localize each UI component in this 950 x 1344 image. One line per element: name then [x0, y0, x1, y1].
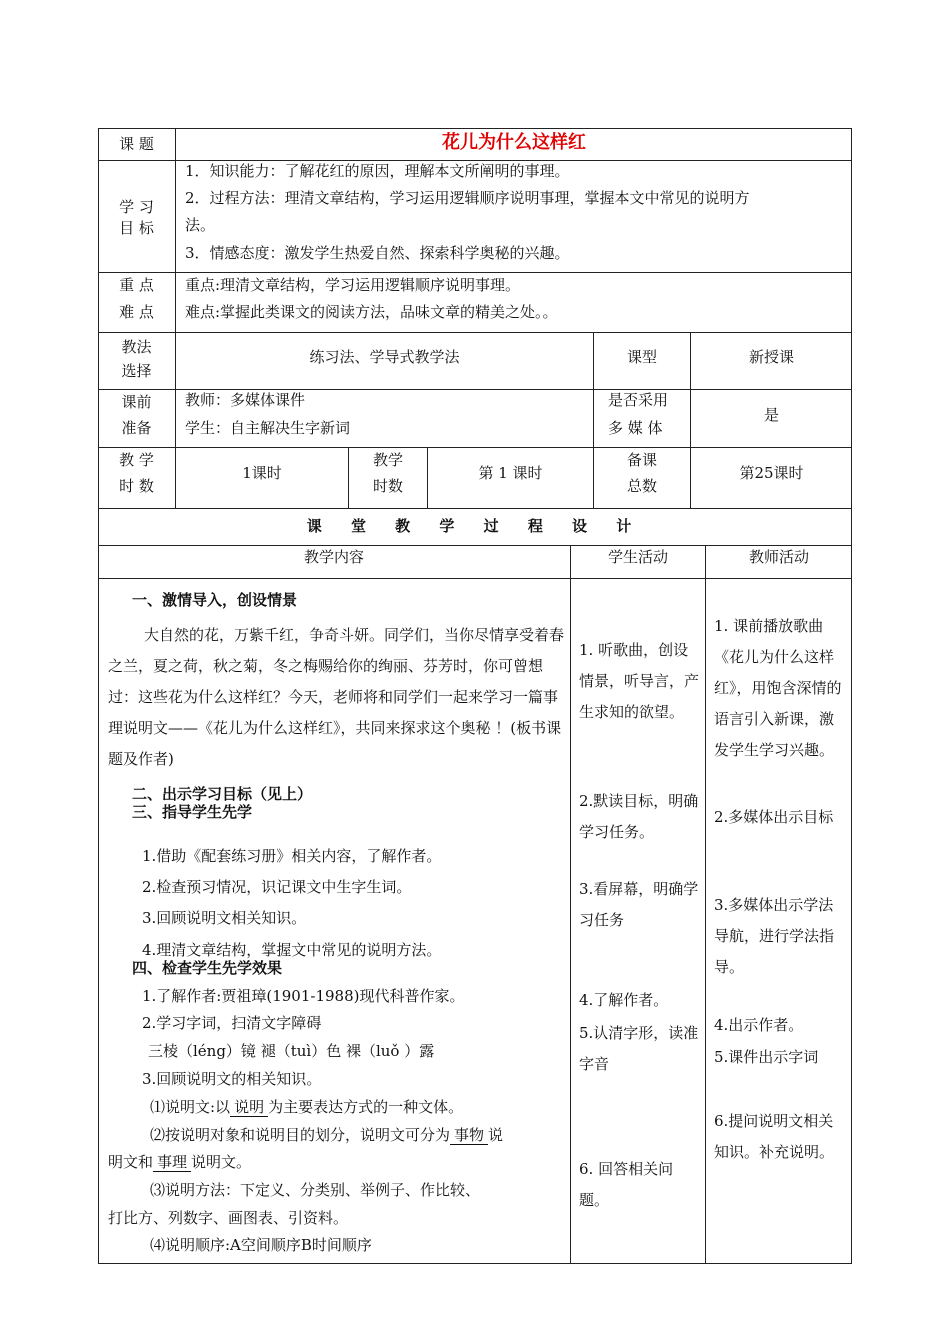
keypoints-label: 难 点	[119, 303, 154, 321]
teacher-activity: 1. 课前播放歌曲《花儿为什么这样红》，用饱含深情的语言引入新课，激发学生学习兴趣。	[714, 617, 842, 759]
difficulty-point: 难点:掌握此类课文的阅读方法，品味文章的精美之处。。	[185, 303, 558, 321]
list-item: 3.回顾说明文相关知识。	[142, 909, 307, 927]
total-label: 总数	[626, 477, 657, 495]
sub-item: ⑵按说明对象和说明目的划分，说明文可分为 事物 说	[150, 1126, 504, 1144]
list-item: 2.学习字词，扫清文字障碍	[142, 1014, 322, 1032]
list-item: 1.了解作者:贾祖璋(1901-1988)现代科普作家。	[142, 987, 465, 1005]
col-content-header: 教学内容	[303, 548, 364, 566]
sub-item: ⑴说明文:以 说明 为主要表达方式的一种文体。	[150, 1098, 464, 1116]
teacher-activity: 5.课件出示字词	[714, 1048, 819, 1066]
student-activity: 1. 听歌曲，创设情景，听导言，产生求知的欲望。	[579, 641, 700, 721]
lesson-hours-value: 第 1 课时	[478, 464, 543, 482]
sub-item-cont: 打比方、列数字、画图表、引资料。	[108, 1209, 349, 1227]
sub-item: ⑷说明顺序:A空间顺序B时间顺序	[150, 1236, 372, 1254]
student-activity: 4.了解作者。	[579, 991, 669, 1009]
row-divider	[98, 447, 852, 448]
student-prep: 学生：自主解决生字新词	[185, 419, 351, 437]
lesson-type-label: 课型	[626, 348, 657, 366]
objective-attitude: 3．情感态度：激发学生热爱自然、探索科学奥秘的兴趣。	[185, 244, 570, 262]
sub-item-cont: 明文和 事理 说明文。	[108, 1153, 252, 1171]
sub-item: ⑶说明方法：下定义、分类别、举例子、作比较、	[150, 1181, 481, 1199]
lesson-hours-label: 时数	[372, 477, 403, 495]
hours-value: 1课时	[242, 464, 282, 482]
section-heading: 三、指导学生先学	[132, 803, 253, 821]
hours-label: 教 学	[119, 451, 154, 469]
total-value: 第25课时	[739, 464, 804, 482]
teaching-method: 练习法、学导式教学法	[309, 348, 460, 366]
fill-blank: 事理	[153, 1153, 191, 1172]
lesson-type: 新授课	[748, 348, 794, 366]
teacher-activity: 6.提问说明文相关知识。补充说明。	[714, 1112, 835, 1161]
multimedia-label: 是否采用	[608, 391, 669, 409]
column-divider	[705, 545, 706, 1264]
row-divider	[98, 272, 852, 273]
student-activity: 3.看屏幕，明确学习任务	[579, 880, 699, 929]
intro-paragraph: 大自然的花，万紫千红，争奇斗妍。同学们，当你尽情享受着春之兰，夏之荷，秋之菊，冬之梅赐给你的绚丽、芬芳时，你可曾想过：这些花为什么这样红？今天，老师将和同学们一起来学习一篇事理说明文——《花儿为什么这样红》，共同来探求这个奥秘 ！(板书课题及作者)	[108, 626, 565, 768]
objective-knowledge: 1．知识能力：了解花红的原因，理解本文所阐明的事理。	[185, 162, 570, 180]
objective-process: 2．过程方法：理清文章结构，学习运用逻辑顺序说明事理，掌握本文中常见的说明方	[185, 189, 750, 207]
row-divider	[98, 332, 852, 333]
student-activity: 2.默读目标，明确学习任务。	[579, 792, 699, 841]
fill-blank: 事物	[450, 1126, 488, 1145]
objectives-label: 目 标	[119, 219, 154, 237]
column-divider	[175, 128, 176, 508]
teacher-activity: 4.出示作者。	[714, 1016, 804, 1034]
vocabulary-line: 三棱（léng）镜 褪（tuì）色 裸（luǒ ）露	[148, 1042, 435, 1060]
lesson-title: 花儿为什么这样红	[442, 132, 586, 153]
multimedia-value: 是	[763, 406, 779, 424]
keypoints-label: 重 点	[119, 276, 154, 294]
prep-label: 准备	[121, 419, 152, 437]
multimedia-label: 多 媒 体	[608, 419, 663, 437]
list-item: 4.理清文章结构，掌握文中常见的说明方法。	[142, 941, 442, 959]
section-heading: 一、激情导入，创设情景	[132, 591, 298, 609]
objectives-label: 学 习	[119, 198, 154, 216]
col-student-header: 学生活动	[607, 548, 668, 566]
student-activity: 5.认清字形，读准字音	[579, 1024, 699, 1073]
teacher-activity: 2.多媒体出示目标	[714, 808, 834, 826]
teacher-activity: 3.多媒体出示学法导航，进行学法指导。	[714, 896, 835, 976]
hours-label: 时 数	[119, 477, 154, 495]
design-title: 课 堂 教 学 过 程 设 计	[306, 517, 644, 535]
list-item: 2.检查预习情况，识记课文中生字生词。	[142, 878, 412, 896]
teacher-prep: 教师：多媒体课件	[185, 391, 306, 409]
column-divider	[570, 545, 571, 1264]
prep-label: 课前	[121, 393, 152, 411]
student-activity: 6. 回答相关问题。	[579, 1160, 674, 1209]
key-point: 重点:理清文章结构，学习运用逻辑顺序说明事理。	[185, 276, 521, 294]
fill-blank: 说明	[230, 1098, 268, 1117]
section-heading: 四、检查学生先学效果	[132, 959, 283, 977]
method-label: 教法	[121, 338, 152, 356]
section-heading: 二、出示学习目标（见上）	[132, 785, 313, 803]
list-item: 1.借助《配套练习册》相关内容，了解作者。	[142, 847, 442, 865]
topic-label: 课 题	[119, 135, 154, 153]
method-label: 选择	[121, 362, 152, 380]
objective-process-cont: 法。	[185, 216, 216, 234]
lesson-hours-label: 教学	[372, 451, 403, 469]
col-teacher-header: 教师活动	[748, 548, 809, 566]
total-label: 备课	[626, 451, 657, 469]
row-divider	[98, 508, 852, 509]
row-divider	[98, 578, 852, 579]
list-item: 3.回顾说明文的相关知识。	[142, 1070, 322, 1088]
row-divider	[98, 545, 852, 546]
